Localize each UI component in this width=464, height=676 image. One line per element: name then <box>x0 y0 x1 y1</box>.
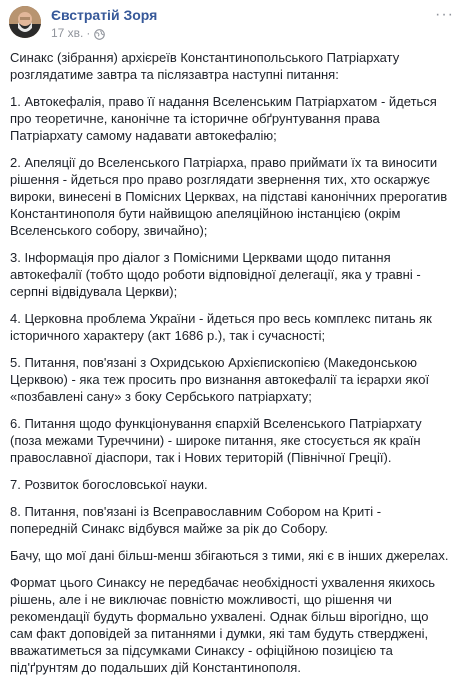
post-paragraph: 3. Інформація про діалог з Помісними Церквами щодо питання автокефалії (тобто щодо роботи відповідної делегації, яка у травні - серпні відвідувала Церкви); <box>10 250 421 299</box>
post-paragraph: 2. Апеляції до Вселенського Патріарха, право приймати їх та виносити рішення - йдеться про право розглядати звернення тих, хто оскаржує вироки, винесені в Помісних Церквах, на підставі канонічних прерогатив Константинополя бути найвищою апеляційною інстанцією (окрім Вселенського собору, звичайно); <box>10 155 448 238</box>
post-paragraph: Формат цього Синаксу не передбачає необхідності ухвалення якихось рішень, але і не виключає повністю можливості, що рішення чи рекомендації будуть формально ухвалені. Однак більш вірогідно, що сам факт доповідей за питаннями і думки, які там будуть стверджені, вважатиметься за підсумками Синаксу - офіційною позицією та під'ґрунтям до подальших дій Константинополя. <box>10 575 436 675</box>
separator-dot: · <box>86 26 91 40</box>
post-paragraph: 8. Питання, пов'язані із Всеправославним Собором на Криті - попередній Синакс відбувся майже за рік до Собору. <box>10 504 382 536</box>
post-paragraph: Синакс (зібрання) архієреїв Константинопольського Патріархату розглядатиме завтра та післязавтра наступні питання: <box>10 50 400 82</box>
post-body <box>0 46 464 676</box>
post-paragraph: 6. Питання щодо функціонування єпархій Вселенського Патріархату (поза межами Туреччини) - широке питання, яке стосується як країн православної діаспори, так і Нових територій (Північної Греції). <box>10 416 422 465</box>
post-meta <box>51 6 456 41</box>
avatar[interactable] <box>9 6 41 38</box>
post-subline <box>51 25 456 41</box>
post-paragraph: 7. Розвиток богословської науки. <box>10 477 208 492</box>
post-timestamp[interactable]: 17 хв. <box>51 26 84 40</box>
avatar-image <box>9 6 41 38</box>
author-name[interactable]: Євстратій Зоря <box>51 7 158 23</box>
post-paragraph: 1. Автокефалія, право її надання Вселенським Патріархатом - йдеться про теоретичне, канонічне та історичне обґрунтування права Патріархату самому надавати автокефалію; <box>10 94 437 143</box>
post-paragraph: Бачу, що мої дані більш-менш збігаються з тими, які є в інших джерелах. <box>10 548 449 563</box>
post-paragraph: 4. Церковна проблема України - йдеться про весь комплекс питань як історичного характеру (акт 1686 р.), так і сучасності; <box>10 311 432 343</box>
post-header <box>0 0 464 46</box>
more-options-icon[interactable]: ··· <box>435 6 454 23</box>
post-paragraph: 5. Питання, пов'язані з Охридською Архієпископією (Македонською Церквою) - яка теж просить про визнання автокефалії та ієрархи якої «позбавлені сану» з боку Сербського патріархату; <box>10 355 430 404</box>
globe-icon[interactable] <box>94 28 105 39</box>
